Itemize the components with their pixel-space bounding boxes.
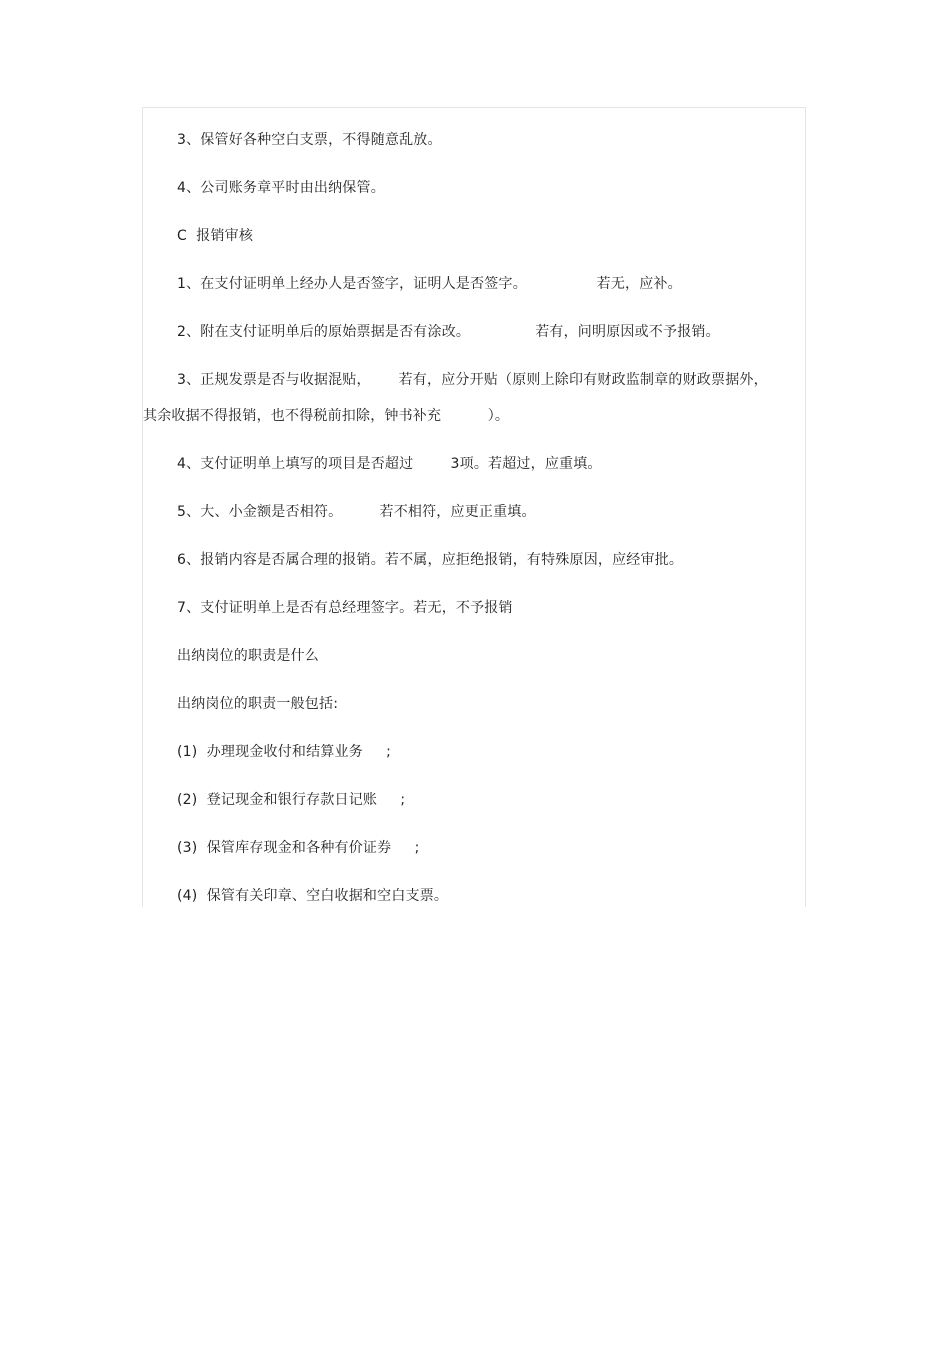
text-line-4: 1、在支付证明单上经办人是否签字，证明人是否签字。 若无，应补。 bbox=[177, 276, 682, 292]
text-line-8: 4、支付证明单上填写的项目是否超过 3项。若超过，应重填。 bbox=[177, 456, 602, 472]
text-line-1: 3、保管好各种空白支票，不得随意乱放。 bbox=[177, 132, 442, 148]
text-line-5: 2、附在支付证明单后的原始票据是否有涂改。 若有，问明原因或不予报销。 bbox=[177, 324, 720, 340]
list-item-2: (2) 登记现金和银行存款日记账 ; bbox=[177, 792, 406, 808]
text-line-11: 7、支付证明单上是否有总经理签字。若无，不予报销 bbox=[177, 600, 513, 616]
text-line-13: 出纳岗位的职责一般包括: bbox=[177, 696, 339, 712]
list-item-1: (1) 办理现金收付和结算业务 ; bbox=[177, 744, 392, 760]
list-item-4: (4) 保管有关印章、空白收据和空白支票。 bbox=[177, 888, 449, 904]
section-heading: C 报销审核 bbox=[177, 228, 254, 244]
text-line-7: 其余收据不得报销，也不得税前扣除，钟书补充 ）。 bbox=[143, 408, 510, 424]
text-line-10: 6、报销内容是否属合理的报销。若不属，应拒绝报销，有特殊原因，应经审批。 bbox=[177, 552, 684, 568]
text-line-2: 4、公司账务章平时由出纳保管。 bbox=[177, 180, 385, 196]
text-line-6: 3、正规发票是否与收据混贴， 若有，应分开贴（原则上除印有财政监制章的财政票据外， bbox=[177, 372, 768, 388]
question-heading: 出纳岗位的职责是什么 bbox=[177, 648, 319, 664]
text-line-9: 5、大、小金额是否相符。 若不相符，应更正重填。 bbox=[177, 504, 536, 520]
list-item-3: (3) 保管库存现金和各种有价证券 ; bbox=[177, 840, 420, 856]
